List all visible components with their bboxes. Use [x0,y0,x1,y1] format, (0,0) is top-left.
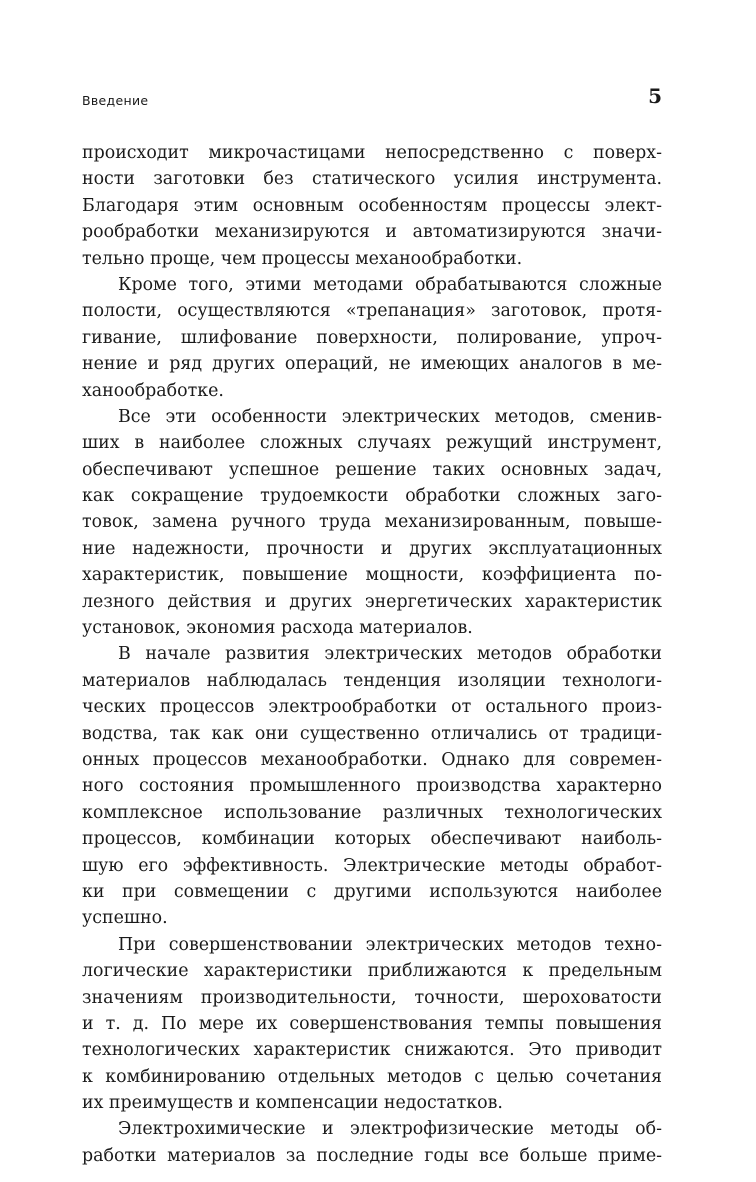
text-line: установок, экономия расхода материалов. [82,618,473,639]
text-line: При совершенствовании электрических методов техно- [118,934,662,955]
text-line: тельно проще, чем процессы механообработки. [82,248,523,269]
text-line: комплексное использование различных технологических [82,802,662,823]
text-line: Электрохимические и электрофизические методы об- [118,1119,662,1140]
text-line: полости, осуществляются «трепанация» заготовок, протя- [82,301,662,322]
text-line: происходит микрочастицами непосредственно с поверх- [82,143,662,163]
text-line: нение и ряд других операций, не имеющих аналогов в ме- [82,354,662,375]
text-line: рообработки механизируются и автоматизируются значи- [82,222,662,243]
text-line: работки материалов за последние годы все больше приме- [82,1145,662,1166]
text-line: их преимуществ и компенсации недостатков. [82,1093,503,1114]
text-line: логические характеристики приближаются к предельным [82,961,662,982]
text-line: водства, так как они существенно отличались от традици- [82,723,662,744]
body-text [82,140,662,1169]
running-head: Введение [82,93,149,108]
text-line: технологических характеристик снижаются. Это приводит [82,1040,662,1061]
text-line: материалов наблюдалась тенденция изоляции технологи- [82,670,662,691]
text-line: ного состояния промышленного производства характерно [82,776,662,797]
text-line: к комбинированию отдельных методов с целью сочетания [82,1066,662,1087]
text-line: ности заготовки без статического усилия инструмента. [82,169,662,190]
text-line: характеристик, повышение мощности, коэффициента по- [82,565,662,586]
paragraph [82,272,662,404]
text-line: значениям производительности, точности, шероховатости [82,987,662,1008]
text-line: ших в наиболее сложных случаях режущий инструмент, [82,433,662,454]
text-line: лезного действия и других энергетических характеристик [82,591,662,612]
text-line: процессов, комбинации которых обеспечивают наиболь- [82,829,662,850]
text-line: онных процессов механообработки. Однако для современ- [82,749,662,770]
text-line: обеспечивают успешное решение таких основных задач, [82,459,662,480]
text-line: Благодаря этим основным особенностям процессы элект- [82,195,662,216]
text-line: ханообработке. [82,380,224,401]
page-number: 5 [648,84,662,108]
text-line: Все эти особенности электрических методов, сменив- [118,406,662,427]
text-line: В начале развития электрических методов обработки [118,644,662,665]
text-line: успешно. [82,908,168,929]
paragraph [82,140,662,272]
paragraph [82,404,662,642]
text-line: товок, замена ручного труда механизированным, повыше- [82,512,662,533]
text-line: шую его эффективность. Электрические методы обработ- [82,855,662,876]
text-line: ние надежности, прочности и других эксплуатационных [82,538,662,559]
text-line: гивание, шлифование поверхности, полирование, упроч- [82,327,662,348]
text-line: ки при совмещении с другими используются наиболее [82,881,662,902]
paragraph [82,932,662,1117]
text-line: ческих процессов электрообработки от остального произ- [82,697,662,718]
paragraph [82,1116,662,1169]
text-line: Кроме того, этими методами обрабатываются сложные [118,274,662,295]
text-line: и т. д. По мере их совершенствования темпы повышения [82,1013,662,1034]
text-line: как сокращение трудоемкости обработки сложных заго- [82,486,662,507]
paragraph [82,641,662,931]
